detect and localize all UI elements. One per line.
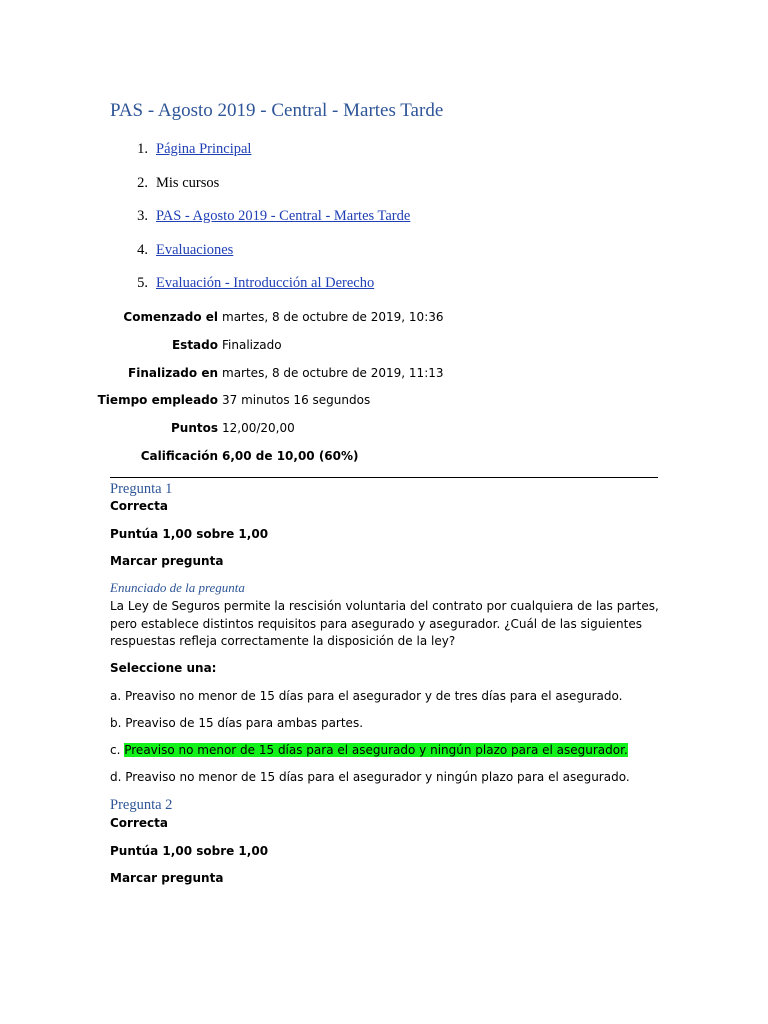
summary-row-grade: [0, 449, 768, 477]
question-1-heading: Pregunta 1: [110, 481, 173, 497]
summary-label: Calificación: [140, 448, 218, 463]
question-1-score: Puntúa 1,00 sobre 1,00: [110, 527, 269, 541]
summary-row-started: [0, 310, 768, 338]
question-2-heading: Pregunta 2: [110, 797, 173, 813]
question-text-line: respuestas refleja correctamente la disposición de la ley?: [110, 634, 456, 648]
summary-label: Estado: [171, 337, 218, 352]
option-prefix: d.: [110, 770, 126, 784]
question-1-statement-heading: Enunciado de la pregunta: [110, 580, 245, 595]
question-2-score: Puntúa 1,00 sobre 1,00: [110, 844, 269, 858]
option-prefix: b.: [110, 716, 126, 730]
breadcrumb-number: 4.: [137, 241, 148, 258]
attempt-summary-table: [0, 310, 768, 477]
summary-value: Finalizado: [222, 337, 282, 352]
option-text-highlighted: Preaviso no menor de 15 días para el asegurado y ningún plazo para el asegurador.: [124, 743, 628, 757]
breadcrumb-number: 2.: [137, 174, 148, 191]
breadcrumb-link-home[interactable]: Página Principal: [156, 141, 252, 157]
question-text-line: La Ley de Seguros permite la rescisión voluntaria del contrato por cualquiera de las partes,: [110, 599, 659, 613]
summary-row-finished: [0, 366, 768, 394]
option-text: Preaviso de 15 días para ambas partes.: [125, 716, 364, 730]
breadcrumb-link-course[interactable]: PAS - Agosto 2019 - Central - Martes Tarde: [156, 208, 411, 224]
summary-value: 37 minutos 16 segundos: [222, 393, 371, 408]
page-title: PAS - Agosto 2019 - Central - Martes Tarde: [110, 100, 444, 121]
breadcrumb-label-my-courses: Mis cursos: [156, 174, 220, 191]
breadcrumb: [0, 141, 768, 309]
summary-label: Comenzado el: [123, 310, 218, 324]
option-prefix: a.: [110, 689, 125, 703]
question-text-line: pero establece distintos requisitos para asegurado y asegurador. ¿Cuál de las siguientes: [110, 616, 642, 631]
horizontal-divider: [110, 477, 658, 478]
summary-label: Finalizado en: [128, 365, 218, 380]
summary-label: Tiempo empleado: [97, 393, 218, 408]
breadcrumb-number: 5.: [137, 275, 148, 291]
answer-option-a[interactable]: [110, 689, 622, 703]
question-1-text: [110, 598, 659, 651]
question-2-flag-link[interactable]: Marcar pregunta: [110, 871, 224, 885]
question-2-status: Correcta: [110, 816, 168, 830]
option-text: Preaviso no menor de 15 días para el asegurador y ningún plazo para el asegurado.: [125, 770, 630, 784]
breadcrumb-link-evaluation[interactable]: Evaluación - Introducción al Derecho: [156, 275, 375, 291]
summary-row-time-taken: [0, 393, 768, 421]
breadcrumb-item-evaluation: [0, 275, 768, 309]
summary-value: martes, 8 de octubre de 2019, 10:36: [222, 310, 444, 324]
breadcrumb-number: 3.: [137, 208, 148, 224]
answer-option-c[interactable]: [110, 743, 628, 757]
summary-label: Puntos: [170, 421, 218, 436]
summary-value: 12,00/20,00: [222, 421, 295, 436]
breadcrumb-link-evaluations[interactable]: Evaluaciones: [156, 241, 234, 258]
breadcrumb-item-course: [0, 208, 768, 242]
select-one-label: Seleccione una:: [110, 661, 217, 675]
breadcrumb-item-evaluations: [0, 242, 768, 276]
option-text: Preaviso no menor de 15 días para el asegurador y de tres días para el asegurado.: [124, 689, 623, 703]
summary-value: martes, 8 de octubre de 2019, 11:13: [222, 365, 444, 380]
answer-option-d[interactable]: [110, 770, 630, 784]
summary-row-state: [0, 338, 768, 366]
answer-option-b[interactable]: [110, 716, 363, 730]
option-prefix: c.: [110, 743, 125, 757]
breadcrumb-number: 1.: [137, 141, 148, 157]
question-1-status: Correcta: [110, 499, 168, 513]
question-1-flag-link[interactable]: Marcar pregunta: [110, 554, 224, 568]
summary-row-points: [0, 421, 768, 449]
summary-value: 6,00 de 10,00 (60%): [222, 448, 359, 463]
breadcrumb-item-my-courses: [0, 175, 768, 209]
breadcrumb-item-home: [0, 141, 768, 175]
